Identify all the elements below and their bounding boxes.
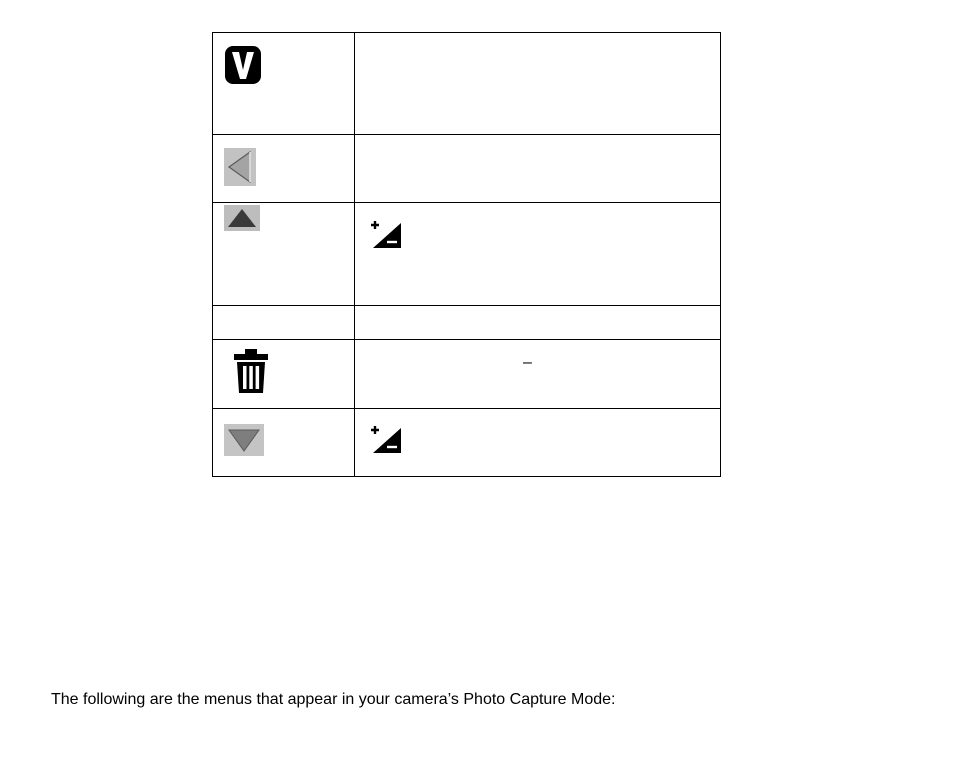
- exposure-compensation-icon: [369, 425, 403, 455]
- button-function-table: [212, 32, 721, 477]
- down-arrow-icon: [224, 424, 264, 456]
- table-row: [213, 135, 721, 203]
- table-row: [213, 340, 721, 409]
- left-arrow-icon: [224, 148, 256, 186]
- description-cell: [355, 340, 721, 409]
- table-row: [213, 306, 721, 340]
- v-mode-icon: [224, 45, 262, 85]
- description-cell: [355, 409, 721, 477]
- description-cell: [355, 135, 721, 203]
- description-cell: [355, 306, 721, 340]
- trash-delete-icon: [233, 348, 269, 394]
- description-cell: [355, 33, 721, 135]
- table-row: [213, 409, 721, 477]
- exposure-compensation-icon: [369, 220, 403, 250]
- section-intro-text: The following are the menus that appear in your camera’s Photo Capture Mode:: [51, 691, 616, 708]
- icon-cell: [213, 203, 355, 306]
- table-row: [213, 33, 721, 135]
- up-arrow-icon: [224, 205, 260, 231]
- table-row: [213, 203, 721, 306]
- icon-cell: [213, 306, 355, 340]
- description-text: –: [523, 354, 532, 371]
- icon-cell: [213, 33, 355, 135]
- description-cell: [355, 203, 721, 306]
- icon-cell: [213, 409, 355, 477]
- icon-cell: [213, 135, 355, 203]
- icon-cell: [213, 340, 355, 409]
